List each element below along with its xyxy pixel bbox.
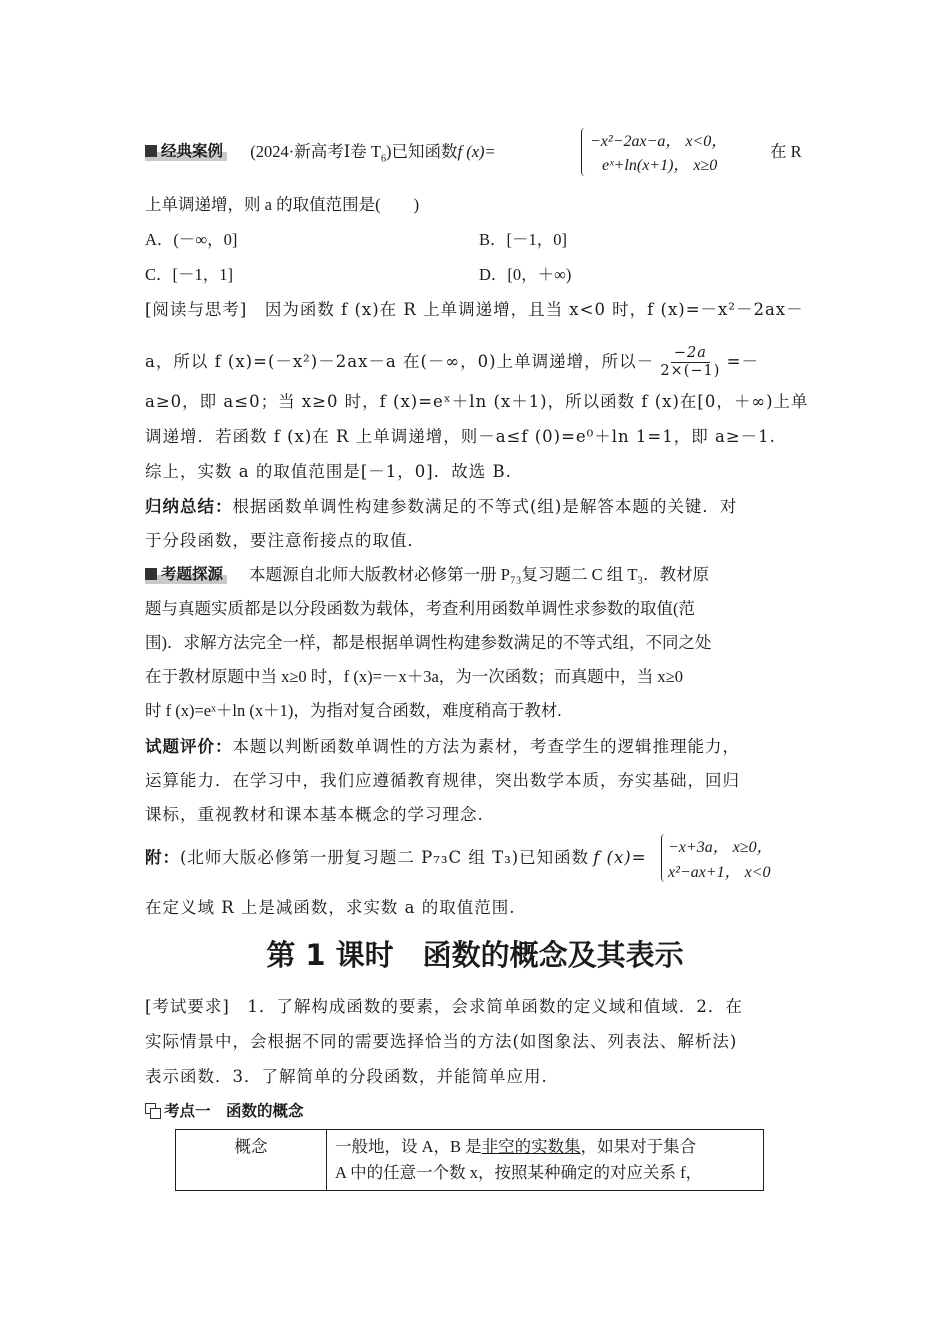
fraction-numerator: −2a bbox=[671, 345, 710, 363]
table-content-cell bbox=[327, 1130, 764, 1191]
table-content-line-1: 一般地，设 A，B 是非空的实数集，如果对于集合 bbox=[335, 1137, 697, 1156]
origin-line-1 bbox=[145, 563, 709, 587]
appendix-line-2: 在定义域 R 上是减函数，求实数 a 的取值范围. bbox=[145, 898, 516, 917]
table-header-cell: 概念 bbox=[176, 1130, 327, 1191]
analysis-line-5: 综上，实数 a 的取值范围是[－1，0]．故选 B. bbox=[145, 462, 512, 481]
option-d: D．[0，＋∞) bbox=[479, 265, 572, 284]
table-row bbox=[176, 1130, 764, 1191]
example-source-sub: 6 bbox=[380, 153, 386, 165]
kaodian-label: 考点一 函数的概念 bbox=[164, 1102, 304, 1120]
evaluation-text-1: 本题以判断函数单调性的方法为素材，考查学生的逻辑推理能力， bbox=[232, 737, 740, 756]
example-tail: 在 R bbox=[770, 142, 802, 161]
analysis-line-1: [阅读与思考] 因为函数 f (x)在 R 上单调递增，且当 x<0 时，f (x)=－x²－2ax－ bbox=[145, 300, 804, 319]
tag-square-icon bbox=[145, 145, 157, 157]
analysis-line-4: 调递增．若函数 f (x)在 R 上单调递增，则－a≤f (0)=e⁰＋ln 1=1，即 a≥－1. bbox=[145, 427, 776, 446]
example-line-1 bbox=[145, 140, 496, 171]
origin-line-4: 在于教材原题中当 x≥0 时，f (x)=－x＋3a，为一次函数；而真题中，当 x≥0 bbox=[145, 667, 683, 686]
origin-line-2: 题与真题实质都是以分段函数为载体，考查利用函数单调性求参数的取值(范 bbox=[145, 599, 695, 618]
appendix-text: (北师大版必修第一册复习题二 P₇₃C 组 T₃)已知函数 bbox=[180, 848, 590, 867]
analysis-line-2 bbox=[145, 345, 759, 380]
tag-square-icon bbox=[145, 568, 157, 580]
origin-line-3: 围)．求解方法完全一样，都是根据单调性构建参数满足的不等式组，不同之处 bbox=[145, 633, 712, 652]
requirements-line-1: [考试要求] 1．了解构成函数的要素，会求简单函数的定义域和值域．2．在 bbox=[145, 997, 743, 1016]
underlined-term: 非空的实数集 bbox=[481, 1137, 581, 1156]
example-tag: 经典案例 bbox=[145, 141, 227, 161]
example-line-2: 上单调递增，则 a 的取值范围是( ) bbox=[145, 195, 420, 214]
example-brace bbox=[581, 128, 588, 176]
option-a: A．(－∞，0] bbox=[145, 230, 238, 249]
origin-tag: 考题探源 bbox=[145, 564, 227, 584]
analysis-line-2-b: =－ bbox=[726, 352, 759, 371]
summary-line-1 bbox=[145, 495, 737, 519]
example-case-2: eˣ+ln(x+1)， x≥0 bbox=[602, 157, 718, 174]
example-fx: f (x)= bbox=[457, 142, 496, 161]
kaodian-heading bbox=[145, 1099, 304, 1123]
option-b: B．[－1，0] bbox=[479, 230, 567, 249]
requirements-line-2: 实际情景中，会根据不同的需要选择恰当的方法(如图象法、列表法、解析法) bbox=[145, 1032, 738, 1051]
appendix-label: 附： bbox=[145, 848, 180, 867]
appendix-case-1: −x+3a， x≥0， bbox=[668, 839, 773, 856]
origin-text-1: 本题源自北师大版教材必修第一册 P₇₃复习题二 C 组 T₃．教材原 bbox=[249, 565, 710, 584]
lesson-title: 第 1 课时 函数的概念及其表示 bbox=[266, 938, 684, 972]
summary-label: 归纳总结： bbox=[145, 497, 233, 516]
concept-table bbox=[175, 1129, 764, 1191]
example-source: (2024·新高考Ⅰ卷 T bbox=[250, 142, 381, 161]
evaluation-line-3: 课标，重视教材和课本基本概念的学习理念. bbox=[145, 805, 484, 824]
origin-line-5: 时 f (x)=eˣ＋ln (x＋1)，为指对复合函数，难度稍高于教材. bbox=[145, 701, 562, 720]
analysis-line-2-a: a，所以 f (x)=(－x²)－2ax－a 在(－∞，0)上单调递增，所以－ bbox=[145, 352, 655, 371]
kaodian-icon bbox=[145, 1103, 160, 1118]
fraction-denominator: 2×(−1) bbox=[660, 363, 721, 379]
requirements-line-3: 表示函数．3．了解简单的分段函数，并能简单应用. bbox=[145, 1067, 548, 1086]
evaluation-line-2: 运算能力．在学习中，我们应遵循教育规律，突出数学本质，夯实基础，回归 bbox=[145, 771, 740, 790]
appendix-case-2: x²−ax+1， x<0 bbox=[668, 864, 771, 881]
summary-text-1: 根据函数单调性构建参数满足的不等式(组)是解答本题的关键．对 bbox=[232, 497, 738, 516]
option-c: C．[－1，1] bbox=[145, 265, 233, 284]
table-content-line-2: A 中的任意一个数 x，按照某种确定的对应关系 f， bbox=[335, 1163, 703, 1182]
appendix-fx: f (x)= bbox=[593, 848, 647, 867]
summary-line-2: 于分段函数，要注意衔接点的取值． bbox=[145, 531, 425, 550]
appendix-brace bbox=[661, 834, 668, 882]
evaluation-line-1 bbox=[145, 735, 740, 759]
example-source-end: )已知函数 bbox=[385, 142, 458, 161]
analysis-fraction bbox=[660, 345, 720, 380]
evaluation-label: 试题评价： bbox=[145, 737, 233, 756]
appendix-line-1 bbox=[145, 846, 647, 870]
analysis-line-3: a≥0，即 a≤0；当 x≥0 时，f (x)=eˣ＋ln (x＋1)，所以函数 f (x)在[0，＋∞)上单 bbox=[145, 392, 809, 411]
example-case-1: −x²−2ax−a， x<0， bbox=[590, 133, 728, 150]
